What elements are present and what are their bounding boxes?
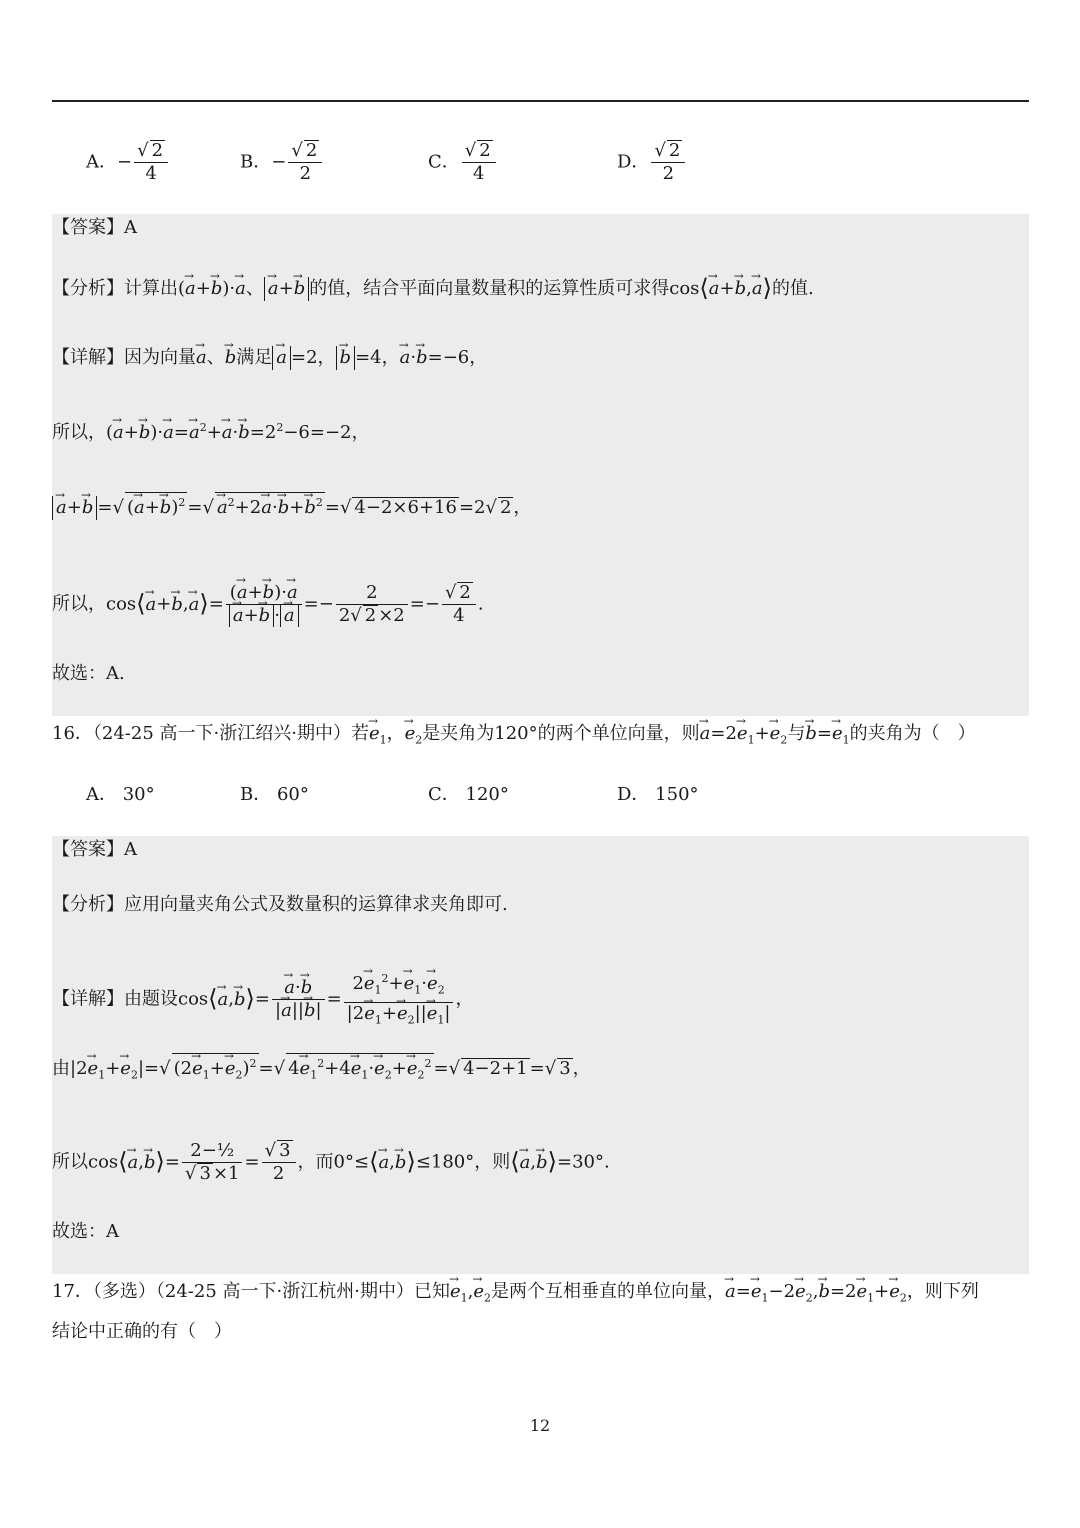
q15-option-b: B．− √ $\frac{2}{2}$ — [240, 140, 324, 185]
q16-option-b: B． 60° — [240, 784, 309, 805]
q17-stem: 17．（多选）（24-25 高一下·浙江杭州·期中）已知→ $e_1,\to e_2$是两个互相垂直的单位向量，→ $a=\to e_1-2\to e_2,\to b=2\to e_1+\to e_2$，则下列 — [52, 1280, 979, 1311]
q16-analysis: 【分析】应用向量夹角公式及数量积的运算律求夹角即可. — [52, 894, 508, 915]
page-number: 12 — [529, 1416, 551, 1435]
q15-option-d: D． √ $\frac{2}{2}$ — [617, 140, 687, 185]
q16-step-2: 所以cos⟨→ a,→ b⟩= 2−½ √ 3 ×1 = √ $\frac{3}{2}$ ，而0°≤⟨→ a,→ b⟩≤180°，则⟨→ a,→ b⟩=30°. — [52, 1140, 610, 1185]
q15-option-a: A．− √ $\frac{2}{4}$ — [86, 140, 170, 185]
q15-detail: 【详解】因为向量→ a、→ b满足→ a =2，→ b =4，→ a·→ b=−6， — [52, 346, 487, 370]
q17-stem-line2: 结论中正确的有（ ） — [52, 1321, 232, 1342]
q16-option-c: C． 120° — [428, 784, 509, 805]
q15-step-1: 所以，(→ $a+\to b)\cdot\to a=\to a^2+\to a\cdot\to b=2^2-6=-2$， — [52, 416, 370, 445]
q16-option-a: A． 30° — [86, 784, 155, 805]
q16-stem: 16．（24-25 高一下·浙江绍兴·期中）若→ $e_1$，→ $e_2$是夹角为120°的两个单位向量，则→ $a=2\to e_1+\to e_2$与→ $b=\to e_1$的夹角为（ ） — [52, 722, 976, 753]
header-rule — [52, 100, 1029, 102]
q16-step-1: 由$|2\to e_1+\to e_2|=√$ $(2\to e_1+\to e_2)^2$ =√ $4\to e_1^2+4\to e_1\cdot\to e_2+\to e_2^2$ =√ 4−2+1 =√ 3 ， — [52, 1053, 591, 1088]
q15-step-3: 所以，cos⟨→ a+→ b,→ a⟩= (→ a+→ b)·→ a → a+→ b ·→ a =− $\frac{2}{2√ 2 \times 2}$ =− √ $\frac{2}{4}$ . — [52, 582, 484, 627]
q15-analysis: 【分析】计算出(→ a+→ b)·→ a、→ a+→ b 的值，结合平面向量数量积的运算性质可求得cos⟨→ a+→ b,→ a⟩的值. — [52, 276, 814, 301]
q16-answer: 【答案】A — [52, 839, 137, 860]
q15-step-2: → a+→ b =√ (→ a+→ b)$^2$ =√ → $a^2+2\to a\cdot\to b+\to b^2$ =√ 4−2×6+16 =2√ 2 ， — [52, 492, 531, 520]
q16-conclusion: 故选：A — [52, 1221, 119, 1242]
q16-option-d: D． 150° — [617, 784, 699, 805]
q15-conclusion: 故选：A. — [52, 663, 125, 684]
q15-answer: 【答案】A — [52, 217, 137, 238]
q16-detail: 【详解】由题设cos⟨→ a,→ b⟩= → $\frac{a\cdot\to b}{|\to a||\to b|}$ = $\frac{2\to e_1^2+\to e_1\cdot\to e_2}{|2\to e_1+\to e_2||\to e_1|}$ ， — [52, 968, 473, 1031]
q15-option-c: C． √ $\frac{2}{4}$ — [428, 140, 498, 185]
